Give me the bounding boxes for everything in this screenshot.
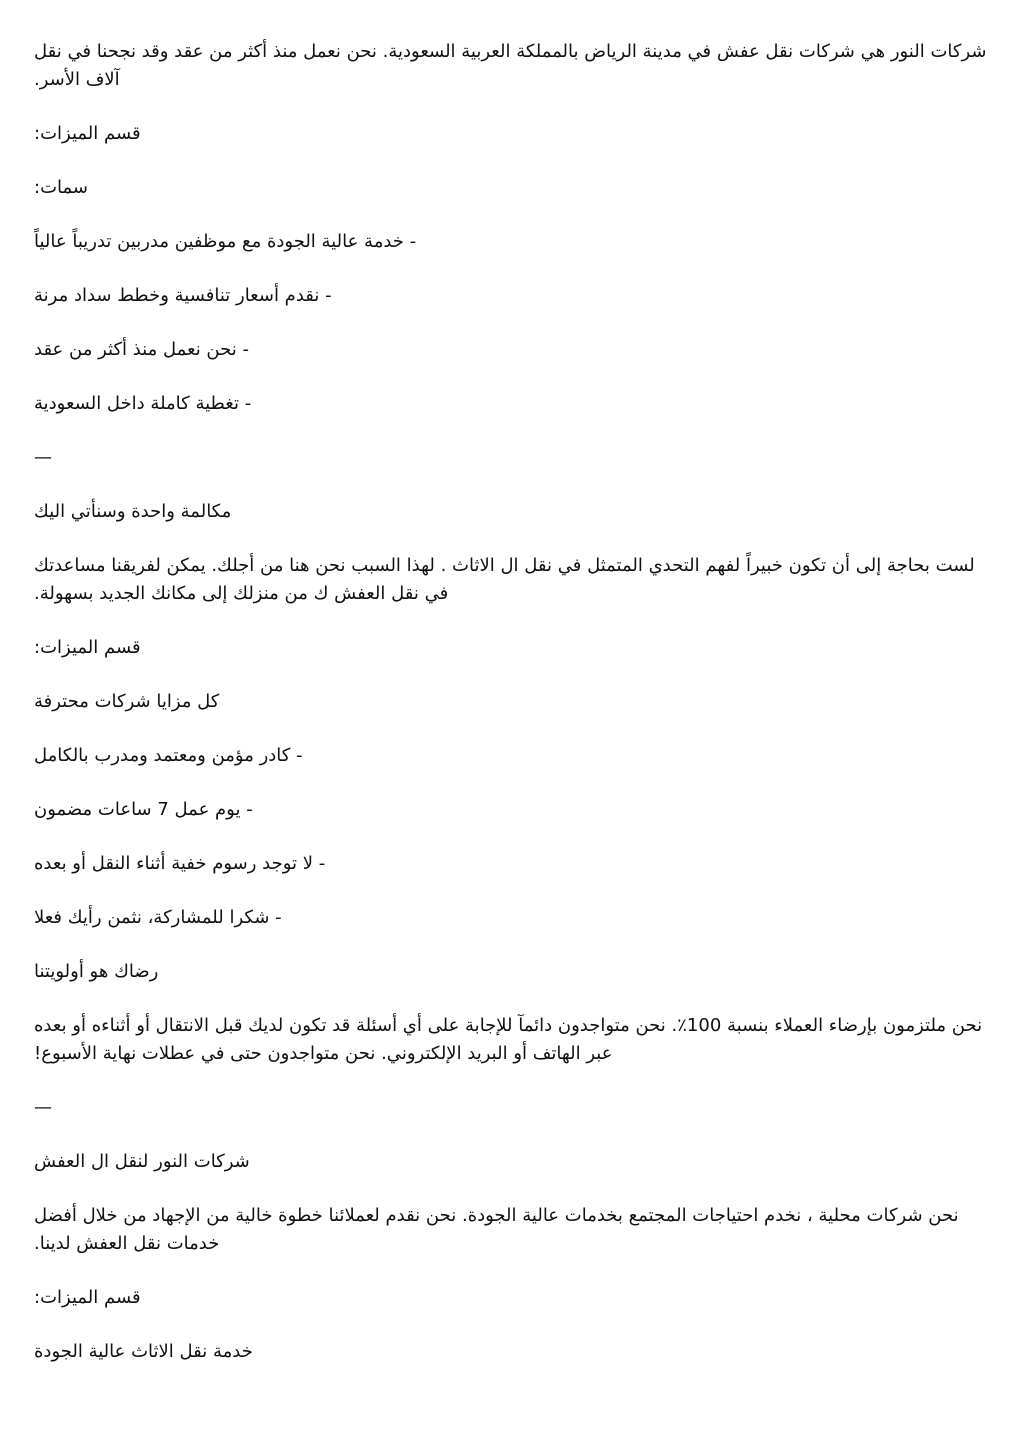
list-item: - خدمة عالية الجودة مع موظفين مدربين تدريباً عالياً — [34, 231, 417, 252]
features-heading: قسم الميزات: — [34, 1287, 141, 1308]
list-item: - شكرا للمشاركة، نثمن رأيك فعلا — [34, 907, 282, 928]
section-heading: مكالمة واحدة وسنأتي اليك — [34, 501, 232, 522]
features-heading: قسم الميزات: — [34, 637, 141, 658]
list-item: - يوم عمل 7 ساعات مضمون — [34, 799, 253, 820]
list-item: - نحن نعمل منذ أكثر من عقد — [34, 339, 249, 360]
list-item: - كادر مؤمن ومعتمد ومدرب بالكامل — [34, 745, 303, 766]
divider: — — [34, 1097, 52, 1118]
list-item: - لا توجد رسوم خفية أثناء النقل أو بعده — [34, 853, 326, 874]
traits-heading: سمات: — [34, 177, 88, 198]
subsection-heading: كل مزايا شركات محترفة — [34, 691, 220, 712]
subsection-heading: خدمة نقل الاثاث عالية الجودة — [34, 1341, 253, 1362]
body-paragraph: نحن شركات محلية ، نخدم احتياجات المجتمع بخدمات عالية الجودة. نحن نقدم لعملائنا خطوة خالية من الإجهاد من خلال أفضل خدمات نقل العفش لدينا. — [28, 1205, 959, 1254]
body-paragraph: لست بحاجة إلى أن تكون خبيراً لفهم التحدي المتمثل في نقل ال الاثاث . لهذا السبب نحن هنا من أجلك. يمكن لفريقنا مساعدتك في نقل العفش ك من منزلك إلى مكانك الجديد بسهولة. — [28, 555, 975, 604]
list-item: - نقدم أسعار تنافسية وخطط سداد مرنة — [34, 285, 332, 306]
intro-paragraph: شركات النور هي شركات نقل عفش في مدينة الرياض بالمملكة العربية السعودية. نحن نعمل منذ أكثر من عقد وقد نجحنا في نقل آلاف الأسر. — [28, 41, 987, 90]
list-item: - تغطية كاملة داخل السعودية — [34, 393, 252, 414]
features-heading: قسم الميزات: — [34, 123, 141, 144]
divider: — — [34, 447, 52, 468]
section-heading: رضاك هو أولويتنا — [34, 961, 159, 982]
body-paragraph: نحن ملتزمون بإرضاء العملاء بنسبة 100٪. نحن متواجدون دائمآ للإجابة على أي أسئلة قد تكون لديك قبل الانتقال أو أثناءه أو بعده عبر الهاتف أو البريد الإلكتروني. نحن متواجدون حتى في عطلات نهاية الأسبوع! — [28, 1015, 983, 1064]
section-heading: شركات النور لنقل ال العفش — [34, 1151, 250, 1172]
document-body — [28, 38, 990, 1392]
